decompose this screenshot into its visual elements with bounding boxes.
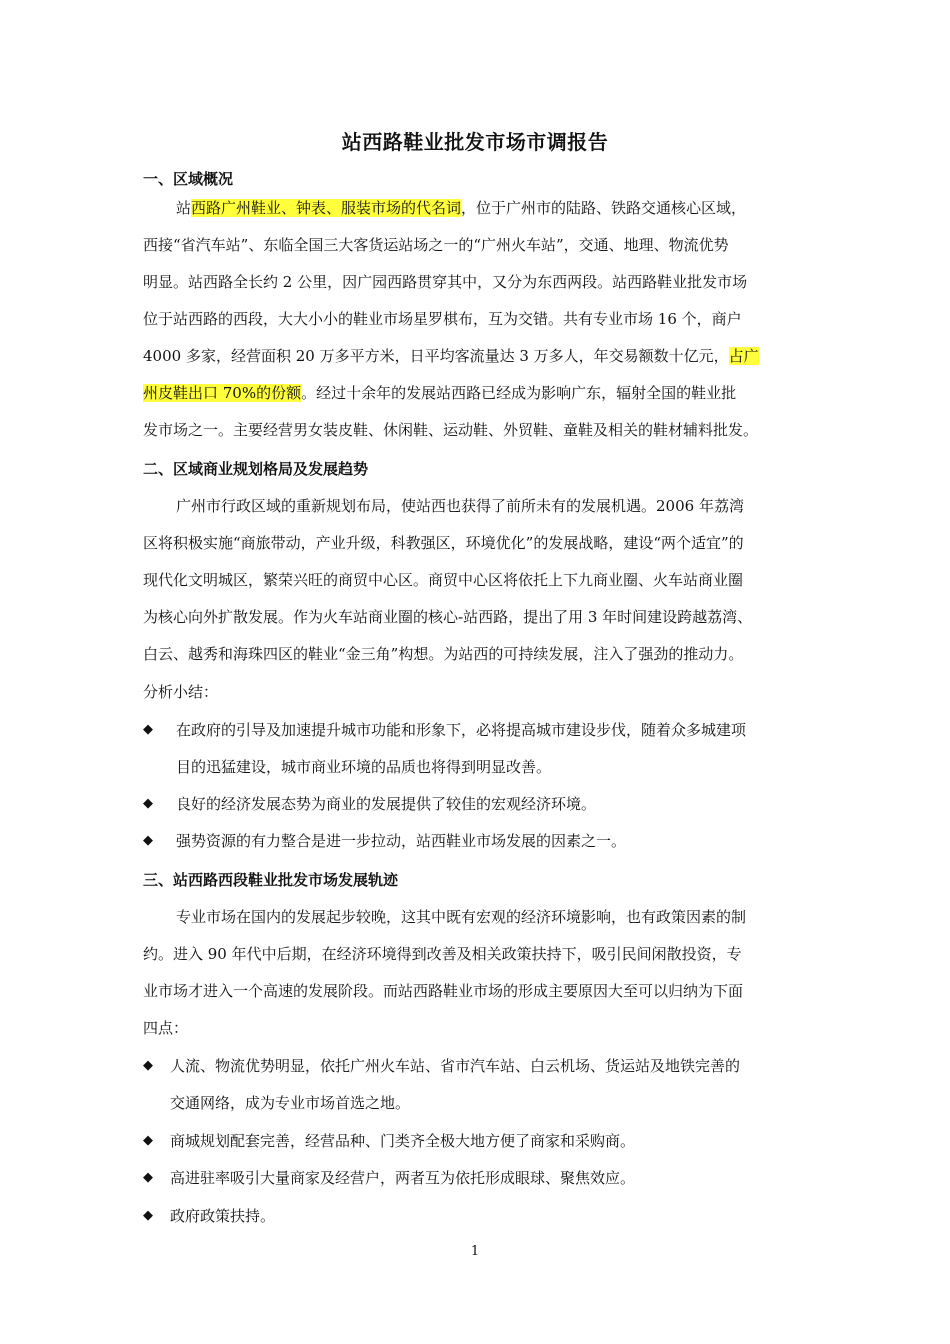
s1-line-6 xyxy=(143,382,736,404)
s3-bullet-4: 政府政策扶持。 xyxy=(170,1207,276,1225)
section-3-heading: 三、站西路西段鞋业批发市场发展轨迹 xyxy=(143,871,399,889)
diamond-bullet-icon: ◆ xyxy=(143,1058,153,1073)
diamond-bullet-icon: ◆ xyxy=(143,1208,153,1223)
s2-bullet-1-line-2: 目的迅猛建设，城市商业环境的品质也将得到明显改善。 xyxy=(176,758,552,776)
document-title: 站西路鞋业批发市场市调报告 xyxy=(341,130,609,154)
diamond-bullet-icon: ◆ xyxy=(143,833,153,848)
diamond-bullet-icon: ◆ xyxy=(143,796,153,811)
s3-line-1: 专业市场在国内的发展起步较晚，这其中既有宏观的经济环境影响，也有政策因素的制 xyxy=(176,908,747,926)
s2-line-2: 区将积极实施“商旅带动，产业升级，科教强区，环境优化”的发展战略，建设“两个适宜”的 xyxy=(143,534,744,552)
s3-bullet-2: 商城规划配套完善，经营品种、门类齐全极大地方便了商家和采购商。 xyxy=(170,1132,636,1150)
s1-line-1-text-b: ，位于广州市的陆路、铁路交通核心区域， xyxy=(461,199,747,217)
section-1-heading: 一、区域概况 xyxy=(143,170,234,188)
s1-line-7: 发市场之一。主要经营男女装皮鞋、休闲鞋、运动鞋、外贸鞋、童鞋及相关的鞋材辅料批发。 xyxy=(143,421,759,439)
s3-line-4: 四点： xyxy=(143,1019,189,1037)
s2-bullet-1-line-1: 在政府的引导及加速提升城市功能和形象下，必将提高城市建设步伐，随着众多城建项 xyxy=(176,721,747,739)
s2-line-3: 现代化文明城区，繁荣兴旺的商贸中心区。商贸中心区将依托上下九商业圈、火车站商业圈 xyxy=(143,571,744,589)
s1-line-3: 明显。站西路全长约 2 公里，因广园西路贯穿其中，又分为东西两段。站西路鞋业批发市场 xyxy=(143,273,748,291)
diamond-bullet-icon: ◆ xyxy=(143,722,153,737)
page-number: 1 xyxy=(470,1244,480,1259)
s1-line-5 xyxy=(143,345,759,367)
s1-line-2: 西接“省汽车站”、东临全国三大客货运站场之一的“广州火车站”，交通、地理、物流优势 xyxy=(143,236,729,254)
s1-line-6-text: 。经过十余年的发展站西路已经成为影响广东，辐射全国的鞋业批 xyxy=(301,384,737,402)
s1-line-1-text-a: 站 xyxy=(176,199,192,217)
highlighted-text: 州皮鞋出口 70%的份额 xyxy=(143,384,302,402)
s2-summary-label: 分析小结： xyxy=(143,683,219,701)
highlighted-text: 占广 xyxy=(728,347,759,365)
s2-line-5: 白云、越秀和海珠四区的鞋业“金三角”构想。为站西的可持续发展，注入了强劲的推动力。 xyxy=(143,645,744,663)
s1-line-4: 位于站西路的西段，大大小小的鞋业市场星罗棋布，互为交错。共有专业市场 16 个，商户 xyxy=(143,310,742,328)
s2-bullet-2: 良好的经济发展态势为商业的发展提供了较佳的宏观经济环境。 xyxy=(176,795,597,813)
s3-line-2: 约。进入 90 年代中后期，在经济环境得到改善及相关政策扶持下，吸引民间闲散投资，专 xyxy=(143,945,742,963)
s2-line-1: 广州市行政区域的重新规划布局，使站西也获得了前所未有的发展机遇。2006 年荔湾 xyxy=(176,497,744,515)
s1-line-5-text: 4000 多家，经营面积 20 万多平方米，日平均客流量达 3 万多人，年交易额数十亿元， xyxy=(143,347,729,365)
s3-bullet-1-line-2: 交通网络，成为专业市场首选之地。 xyxy=(170,1094,411,1112)
diamond-bullet-icon: ◆ xyxy=(143,1170,153,1185)
s3-bullet-3: 高进驻率吸引大量商家及经营户，两者互为依托形成眼球、聚焦效应。 xyxy=(170,1169,636,1187)
s1-line-1 xyxy=(176,197,746,219)
s3-line-3: 业市场才进入一个高速的发展阶段。而站西路鞋业市场的形成主要原因大至可以归纳为下面 xyxy=(143,982,744,1000)
diamond-bullet-icon: ◆ xyxy=(143,1133,153,1148)
section-2-heading: 二、区域商业规划格局及发展趋势 xyxy=(143,460,369,478)
s2-line-4: 为核心向外扩散发展。作为火车站商业圈的核心-站西路，提出了用 3 年时间建设跨越荔湾、 xyxy=(143,608,753,626)
s3-bullet-1-line-1: 人流、物流优势明显，依托广州火车站、省市汽车站、白云机场、货运站及地铁完善的 xyxy=(170,1057,741,1075)
s2-bullet-3: 强势资源的有力整合是进一步拉动，站西鞋业市场发展的因素之一。 xyxy=(176,832,627,850)
highlighted-text: 西路广州鞋业、钟表、服装市场的代名词 xyxy=(191,199,462,217)
